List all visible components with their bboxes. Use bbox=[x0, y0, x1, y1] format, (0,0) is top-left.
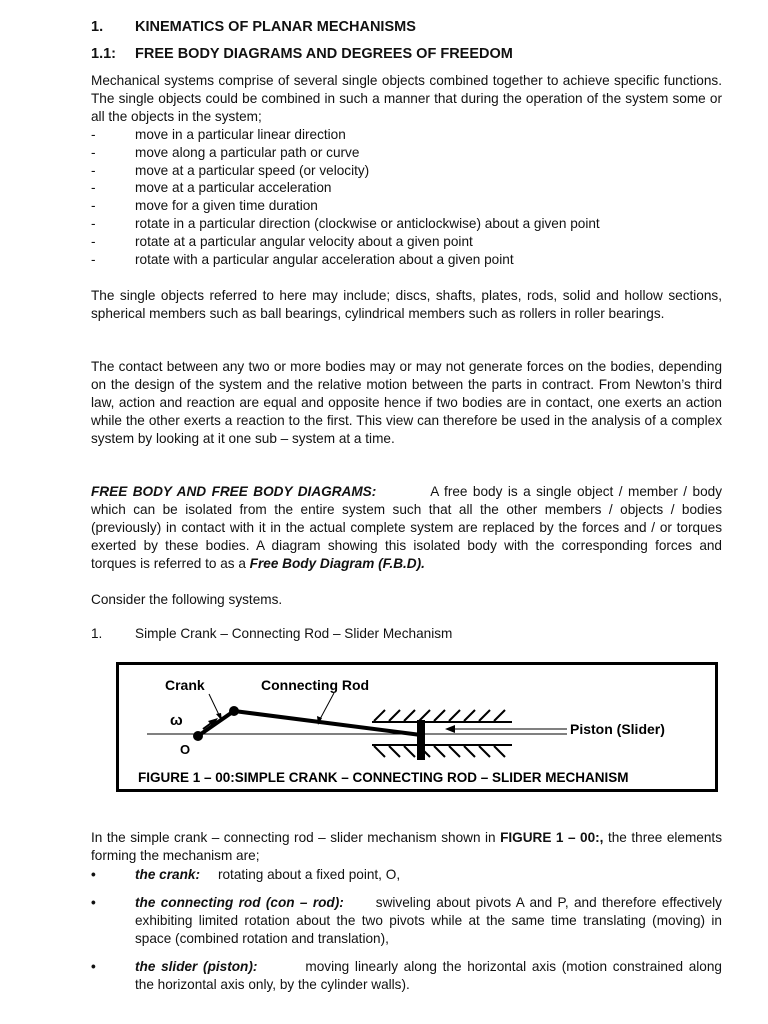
pivot-a bbox=[229, 706, 239, 716]
rod-leader bbox=[319, 693, 334, 721]
list-marker: - bbox=[91, 127, 96, 142]
figure-box bbox=[116, 662, 718, 792]
label-o: O bbox=[180, 742, 191, 757]
list-item: - move for a given time duration bbox=[91, 198, 318, 214]
fbd-paragraph bbox=[91, 483, 722, 573]
contact-paragraph: The contact between any two or more bodies may or may not generate forces on the bodies, depending on the design of the system and the relative motion between the parts in contract. From Newton’s third law, action and reaction are equal and opposite hence if two bodies are in contact, one exerts an action while the other exerts a reaction to the first. This view can therefore be used in the analysis of a complex system by looking at it one sub – system at a time. bbox=[91, 359, 722, 446]
piston bbox=[417, 720, 425, 760]
figure-caption: FIGURE 1 – 00:SIMPLE CRANK – CONNECTING ROD – SLIDER MECHANISM bbox=[138, 770, 629, 785]
list-marker: - bbox=[91, 215, 96, 231]
bullet-icon: • bbox=[91, 895, 96, 910]
element-text: swiveling about pivots A and P, and therefore effectively exhibiting limited rotation about the two pivots while at the same time translating (moving) in space (combined rotation and translation), bbox=[135, 895, 722, 946]
element-term: the crank: bbox=[135, 867, 200, 882]
list-item: - move at a particular speed (or velocity) bbox=[91, 162, 370, 178]
label-connecting-rod: Connecting Rod bbox=[261, 677, 370, 693]
figure-reference: FIGURE 1 – 00:, bbox=[500, 830, 604, 845]
list-item: - move at a particular acceleration bbox=[91, 180, 332, 196]
fbd-term-end: Free Body Diagram (F.B.D). bbox=[249, 556, 425, 571]
section-title: KINEMATICS OF PLANAR MECHANISMS bbox=[135, 19, 416, 35]
fbd-term: FREE BODY AND FREE BODY DIAGRAMS: bbox=[91, 484, 377, 499]
pivot-o bbox=[193, 731, 203, 741]
element-text: moving linearly along the horizontal axis (motion constrained along the horizontal axis only, by the cylinder walls). bbox=[135, 959, 722, 992]
element-term: the connecting rod (con – rod): bbox=[135, 895, 344, 910]
element-item bbox=[91, 958, 722, 994]
subsection-title: FREE BODY DIAGRAMS AND DEGREES OF FREEDOM bbox=[135, 46, 513, 62]
section-number: 1. bbox=[91, 19, 104, 35]
label-piston: Piston (Slider) bbox=[570, 721, 665, 737]
list-item: - rotate at a particular angular velocity about a given point bbox=[91, 233, 473, 249]
list-marker: - bbox=[91, 162, 96, 178]
bullet-icon: • bbox=[91, 867, 96, 882]
label-omega: ω bbox=[170, 712, 183, 729]
list-marker: - bbox=[91, 144, 96, 160]
motion-list bbox=[91, 126, 722, 268]
list-marker: - bbox=[91, 198, 96, 214]
bullet-icon: • bbox=[91, 959, 96, 974]
crank-link bbox=[198, 711, 234, 736]
element-text: rotating about a fixed point, O, bbox=[217, 867, 401, 882]
fbd-text: A free body is a single object / member / body which can be isolated from the entire system such that all the other members / objects / bodies (previously) in contact with it in the actual complete system are replaced by the forces and / or torques exerted by these bodies. A diagram showing this isolated body with the corresponding forces and torques is referred to as a bbox=[91, 484, 722, 571]
list-item: - rotate with a particular angular acceleration about a given point bbox=[91, 251, 514, 267]
cylinder-top-hatching bbox=[374, 710, 505, 721]
element-term: the slider (piston): bbox=[135, 959, 258, 974]
subsection-number: 1.1: bbox=[91, 46, 116, 62]
list-item: - move in a particular linear direction bbox=[91, 127, 346, 142]
element-item bbox=[91, 894, 722, 948]
objects-paragraph: The single objects referred to here may include; discs, shafts, plates, rods, solid and hollow sections, spherical members such as ball bearings, cylindrical members such as rollers in roller bearings. bbox=[91, 288, 722, 321]
list-marker: - bbox=[91, 180, 96, 196]
consider-text: Consider the following systems. bbox=[91, 592, 283, 607]
system-item-number: 1. bbox=[91, 626, 103, 641]
element-item bbox=[91, 866, 722, 884]
label-crank: Crank bbox=[165, 677, 205, 693]
mechanism-intro: In the simple crank – connecting rod – slider mechanism shown in FIGURE 1 – 00:, the three elements forming the mechanism are; bbox=[91, 830, 722, 863]
list-marker: - bbox=[91, 251, 96, 267]
list-marker: - bbox=[91, 233, 96, 249]
list-item: - rotate in a particular direction (clockwise or anticlockwise) about a given point bbox=[91, 215, 600, 231]
cylinder-bottom-hatching bbox=[374, 746, 505, 757]
intro-paragraph: Mechanical systems comprise of several single objects combined together to achieve specific functions. The single objects could be combined in such a manner that during the operation of the system some or all the objects in the system; bbox=[91, 73, 722, 124]
system-item-text: Simple Crank – Connecting Rod – Slider Mechanism bbox=[135, 626, 453, 641]
list-item: - move along a particular path or curve bbox=[91, 144, 360, 160]
mechanism-diagram bbox=[119, 665, 715, 789]
